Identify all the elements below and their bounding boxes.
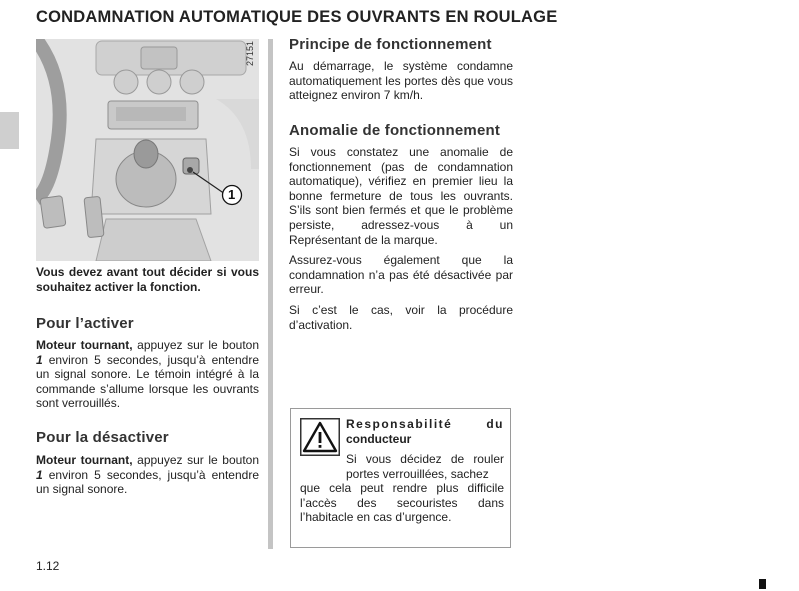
activate-button-ref: 1 [36, 352, 43, 367]
dashboard-drawing [36, 39, 259, 261]
principle-body [289, 59, 513, 103]
warning-triangle-icon [300, 418, 340, 456]
anomaly-p3: Si c’est le cas, voir la procédure d’activation. [289, 302, 513, 332]
column-divider [268, 39, 273, 549]
principle-text: Au démarrage, le système condamne automatiquement les portes dès que vous atteignez environ 7 km/h. [289, 59, 513, 103]
end-of-section-marker [759, 579, 766, 589]
deactivate-body [36, 453, 259, 497]
caption-text: Vous devez avant tout décider si vous souhaitez activer la fonction. [36, 265, 259, 294]
deactivate-text-2: environ 5 secondes, jusqu’à entendre un signal sonore. [36, 467, 259, 497]
warning-title-line-2: conducteur [346, 431, 412, 446]
activate-text-1: appuyez sur le bouton [132, 338, 259, 352]
deactivate-button-ref: 1 [36, 467, 43, 482]
activate-heading: Pour l’activer [36, 315, 134, 332]
deactivate-section [36, 429, 259, 446]
warning-title-word-1: Responsabilité [346, 417, 453, 431]
activate-body [36, 338, 259, 411]
page-number: 1.12 [36, 559, 60, 573]
figure-caption [36, 265, 259, 294]
activate-section [36, 315, 259, 332]
warning-text-1: Si vous décidez de rouler portes verrouillées, sachez [346, 452, 504, 481]
dashboard-illustration [36, 39, 259, 261]
anomaly-p2: Assurez-vous également que la condamnation n’a pas été désactivée par erreur. [289, 253, 513, 297]
warning-box [290, 408, 511, 548]
deactivate-heading: Pour la désactiver [36, 429, 169, 446]
anomaly-body [289, 145, 513, 332]
page-title: CONDAMNATION AUTOMATIQUE DES OUVRANTS EN ROULAGE [36, 8, 558, 26]
figure-reference: 27151 [245, 41, 255, 67]
anomaly-heading: Anomalie de fonctionnement [289, 122, 501, 139]
activate-lead: Moteur tournant, [36, 338, 133, 352]
principle-section [289, 36, 513, 53]
anomaly-p1: Si vous constatez une anomalie de fonctionnement (pas de condamnation automatique), vérifiez en premier lieu la bonne fermeture de tous les ouvrants. S’ils sont bien fermés et que le problème persiste, adressez-vous à un Représentant de la marque. [289, 145, 513, 247]
principle-heading: Principe de fonctionnement [289, 36, 492, 53]
activate-text [36, 338, 259, 411]
activate-text-2: environ 5 secondes, jusqu’à entendre un signal sonore. Le témoin intégré à la commande s’allume lorsque les ouvrants sont verrouillés. [36, 352, 259, 411]
deactivate-lead: Moteur tournant, [36, 453, 133, 467]
warning-title-word-2: du [486, 417, 504, 431]
deactivate-text [36, 453, 259, 497]
callout-number: 1 [228, 187, 236, 202]
deactivate-text-1: appuyez sur le bouton [132, 453, 259, 467]
anomaly-section [289, 122, 513, 139]
chapter-tab [0, 112, 19, 149]
warning-title [346, 417, 504, 446]
warning-text-2: que cela peut rendre plus difficile l’accès des secouristes dans l’habitacle en cas d’urgence. [300, 481, 504, 525]
